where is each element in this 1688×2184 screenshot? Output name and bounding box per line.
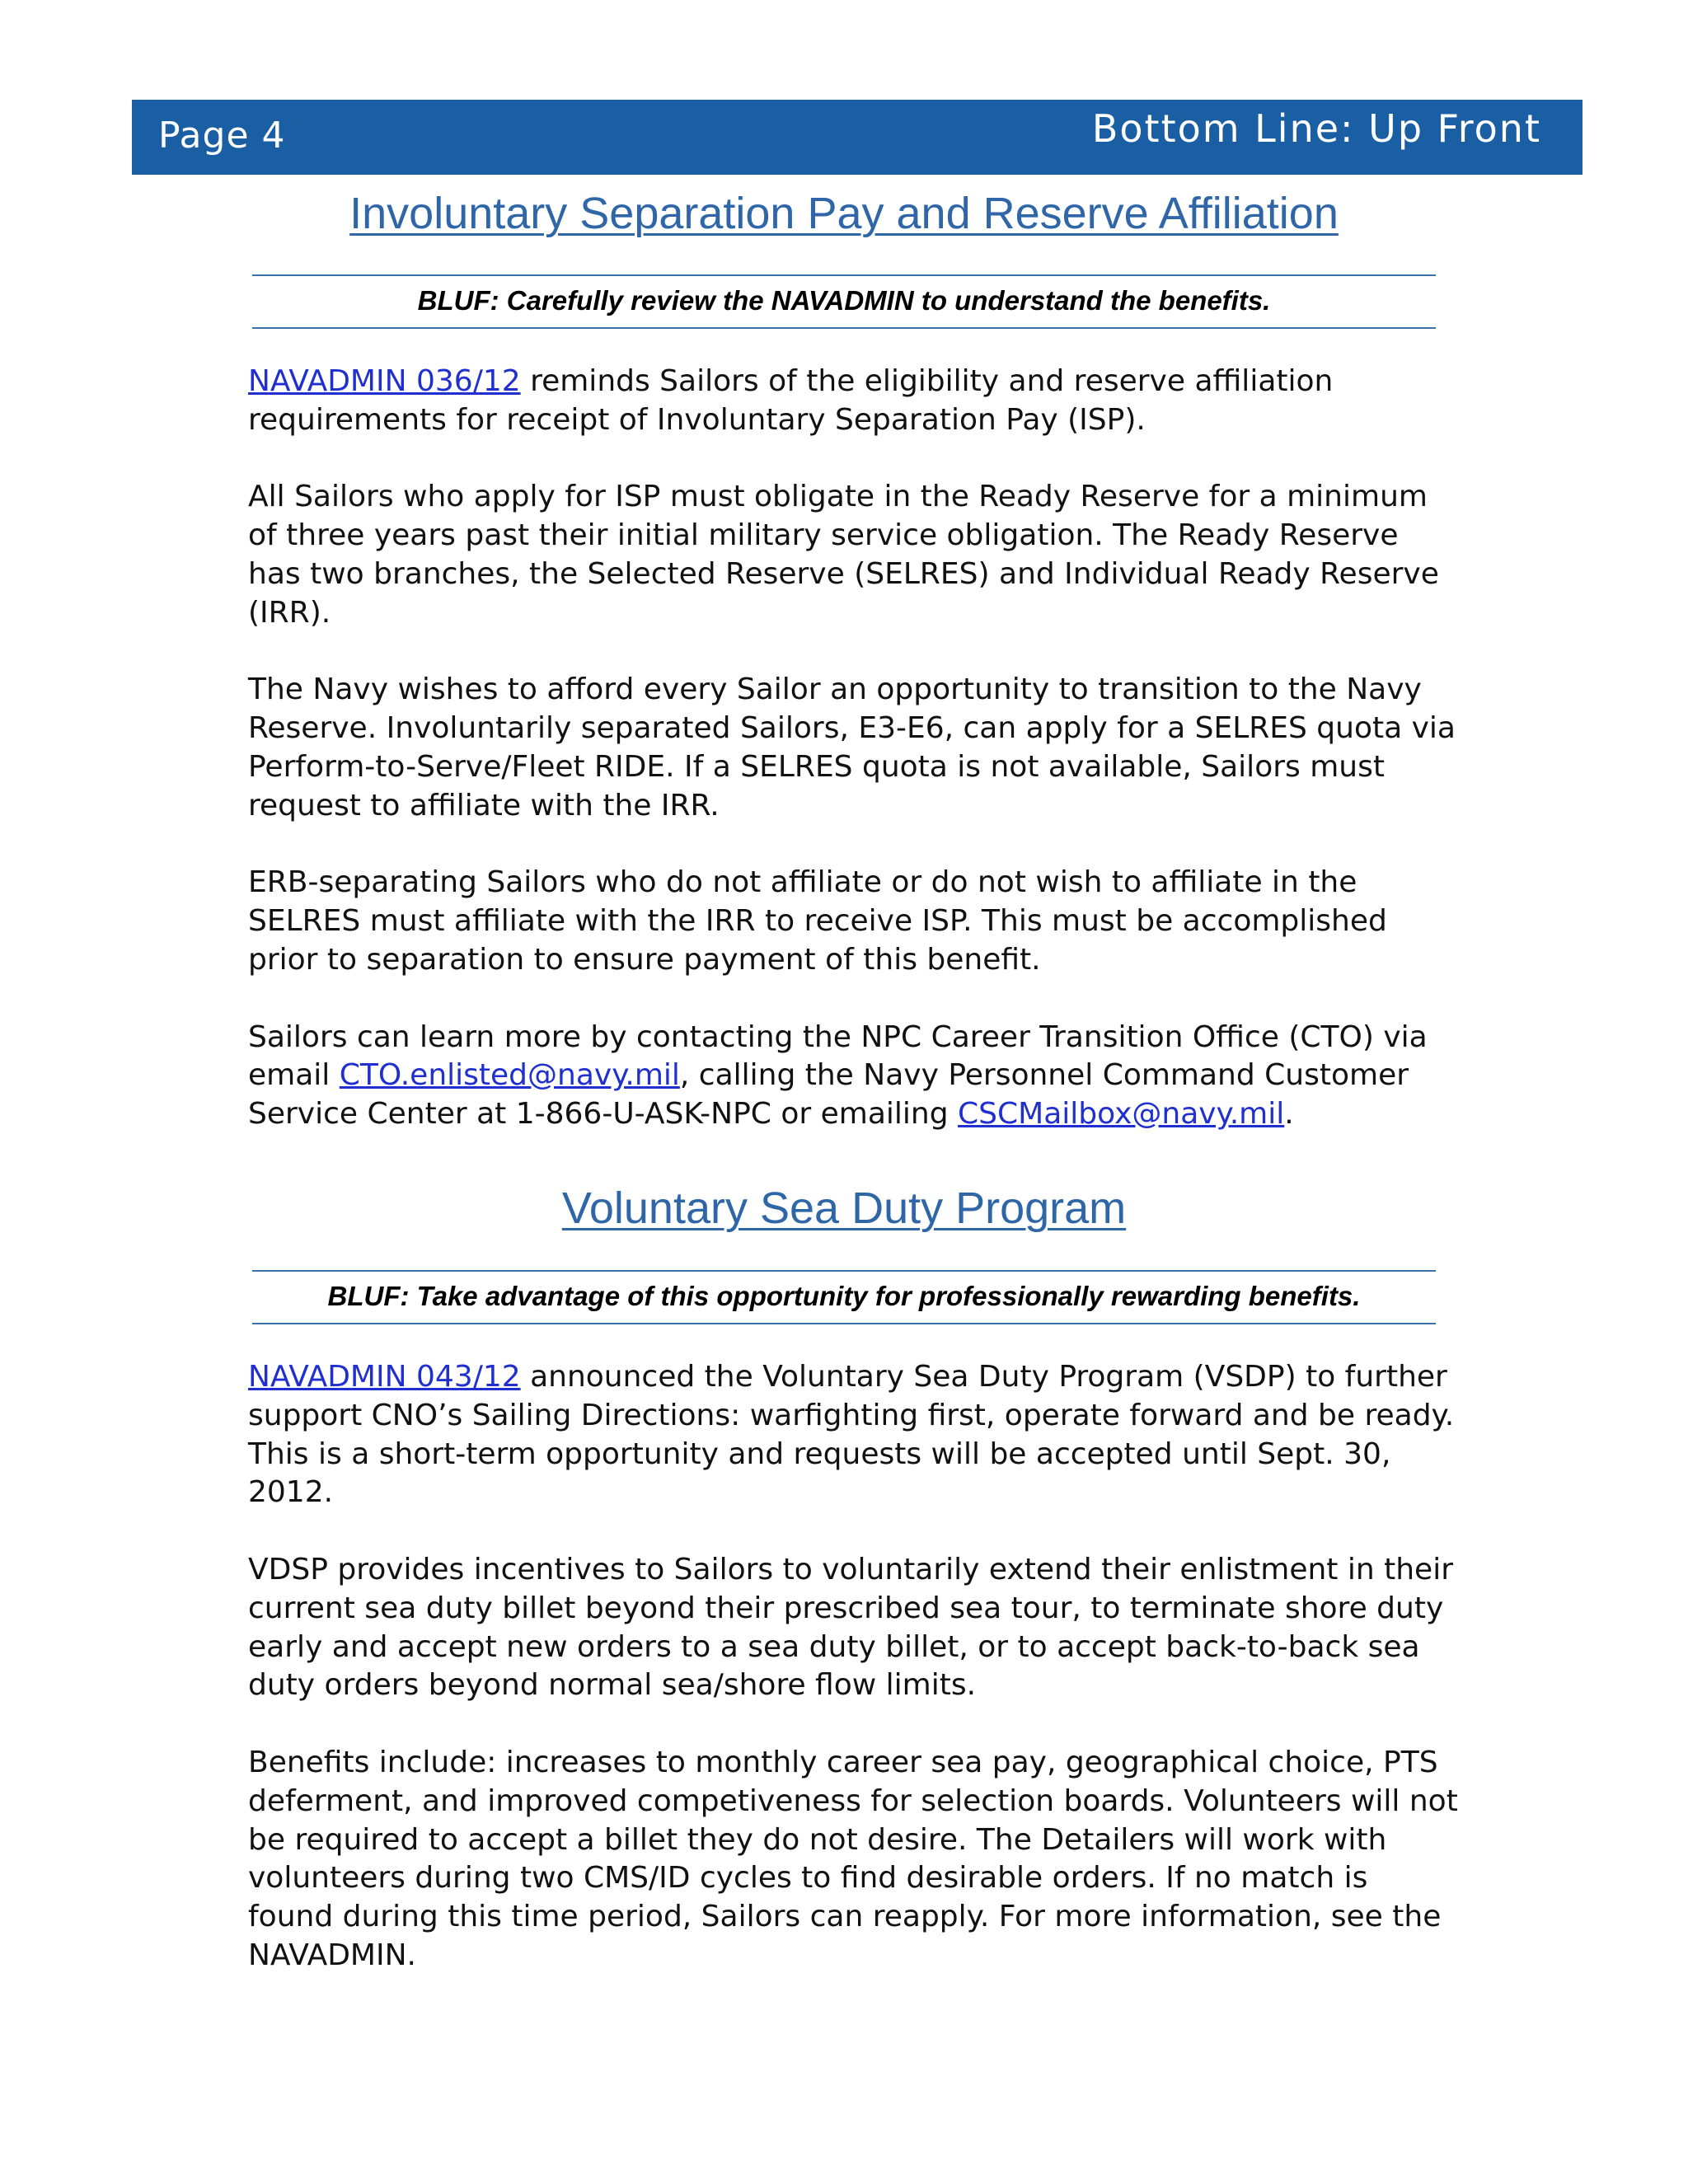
- paragraph: All Sailors who apply for ISP must obligate in the Ready Reserve for a minimum of three years past their initial military service obligation. The Ready Reserve has two branches, the Selected Reserve (SELRES) and Individual Ready Reserve (IRR).: [248, 480, 1439, 630]
- article-body-isp: [248, 363, 1460, 1173]
- page-number: Page 4: [158, 115, 286, 157]
- page-header-bar: [132, 100, 1582, 175]
- paragraph-text: reminds Sailors of the eligibility and reserve affiliation requirements for receipt of Involuntary Separation Pay (ISP).: [248, 364, 1334, 437]
- navadmin-043-12-link[interactable]: NAVADMIN 043/12: [248, 1360, 521, 1394]
- paragraph: Benefits include: increases to monthly career sea pay, geographical choice, PTS deferment, and improved competiveness for selection boards. Volunteers will not be required to accept a billet they do not desire. The Detailers will work with volunteers during two CMS/ID cycles to find desirable orders. If no match is found during this time period, Sailors can reapply. For more information, see the NAVADMIN.: [248, 1745, 1458, 1972]
- navadmin-036-12-link[interactable]: NAVADMIN 036/12: [248, 364, 521, 398]
- cto-email-link[interactable]: CTO.enlisted@navy.mil: [339, 1058, 680, 1093]
- paragraph: ERB-separating Sailors who do not affiliate or do not wish to affiliate in the SELRES must affiliate with the IRR to receive ISP. This must be accomplished prior to separation to ensure payment of this benefit.: [248, 865, 1387, 977]
- paragraph: [248, 1019, 1460, 1134]
- paragraph: VDSP provides incentives to Sailors to voluntarily extend their enlistment in their current sea duty billet beyond their prescribed sea tour, to terminate shore duty early and accept new orders to a sea duty billet, or to accept back-to-back sea duty orders beyond normal sea/shore flow limits.: [248, 1552, 1453, 1703]
- paragraph-text: announced the Voluntary Sea Duty Program (VSDP) to further support CNO’s Sailing Directions: warfighting first, operate forward and be ready. This is a short-term opportunity and requests will be accepted until Sept. 30, 2012.: [248, 1360, 1455, 1510]
- bluf-banner-vsdp: BLUF: Take advantage of this opportunity for professionally rewarding benefits.: [252, 1270, 1436, 1324]
- paragraph: [248, 1358, 1460, 1512]
- article-body-vsdp: [248, 1358, 1460, 2014]
- newsletter-section-name: Bottom Line: Up Front: [1091, 106, 1541, 151]
- article-title-vsdp: Voluntary Sea Duty Program: [561, 1183, 1127, 1233]
- paragraph: [248, 363, 1460, 440]
- paragraph: The Navy wishes to afford every Sailor an opportunity to transition to the Navy Reserve. Involuntarily separated Sailors, E3-E6, can apply for a SELRES quota via Perform-to-Serve/Fleet RIDE. If a SELRES quota is not available, Sailors must request to affiliate with the IRR.: [248, 673, 1456, 823]
- csc-mailbox-email-link[interactable]: CSCMailbox@navy.mil: [958, 1097, 1285, 1132]
- paragraph-text: , calling the Navy Personnel Command Customer Service Center at 1-866-U-ASK-NPC or emailing: [248, 1058, 1409, 1132]
- paragraph-text: Sailors can learn more by contacting the NPC Career Transition Office (CTO) via email: [248, 1019, 1428, 1093]
- article-title-isp: Involuntary Separation Pay and Reserve Affiliation: [349, 189, 1339, 238]
- paragraph-text: .: [1284, 1097, 1294, 1132]
- bluf-banner-isp: BLUF: Carefully review the NAVADMIN to understand the benefits.: [252, 274, 1436, 329]
